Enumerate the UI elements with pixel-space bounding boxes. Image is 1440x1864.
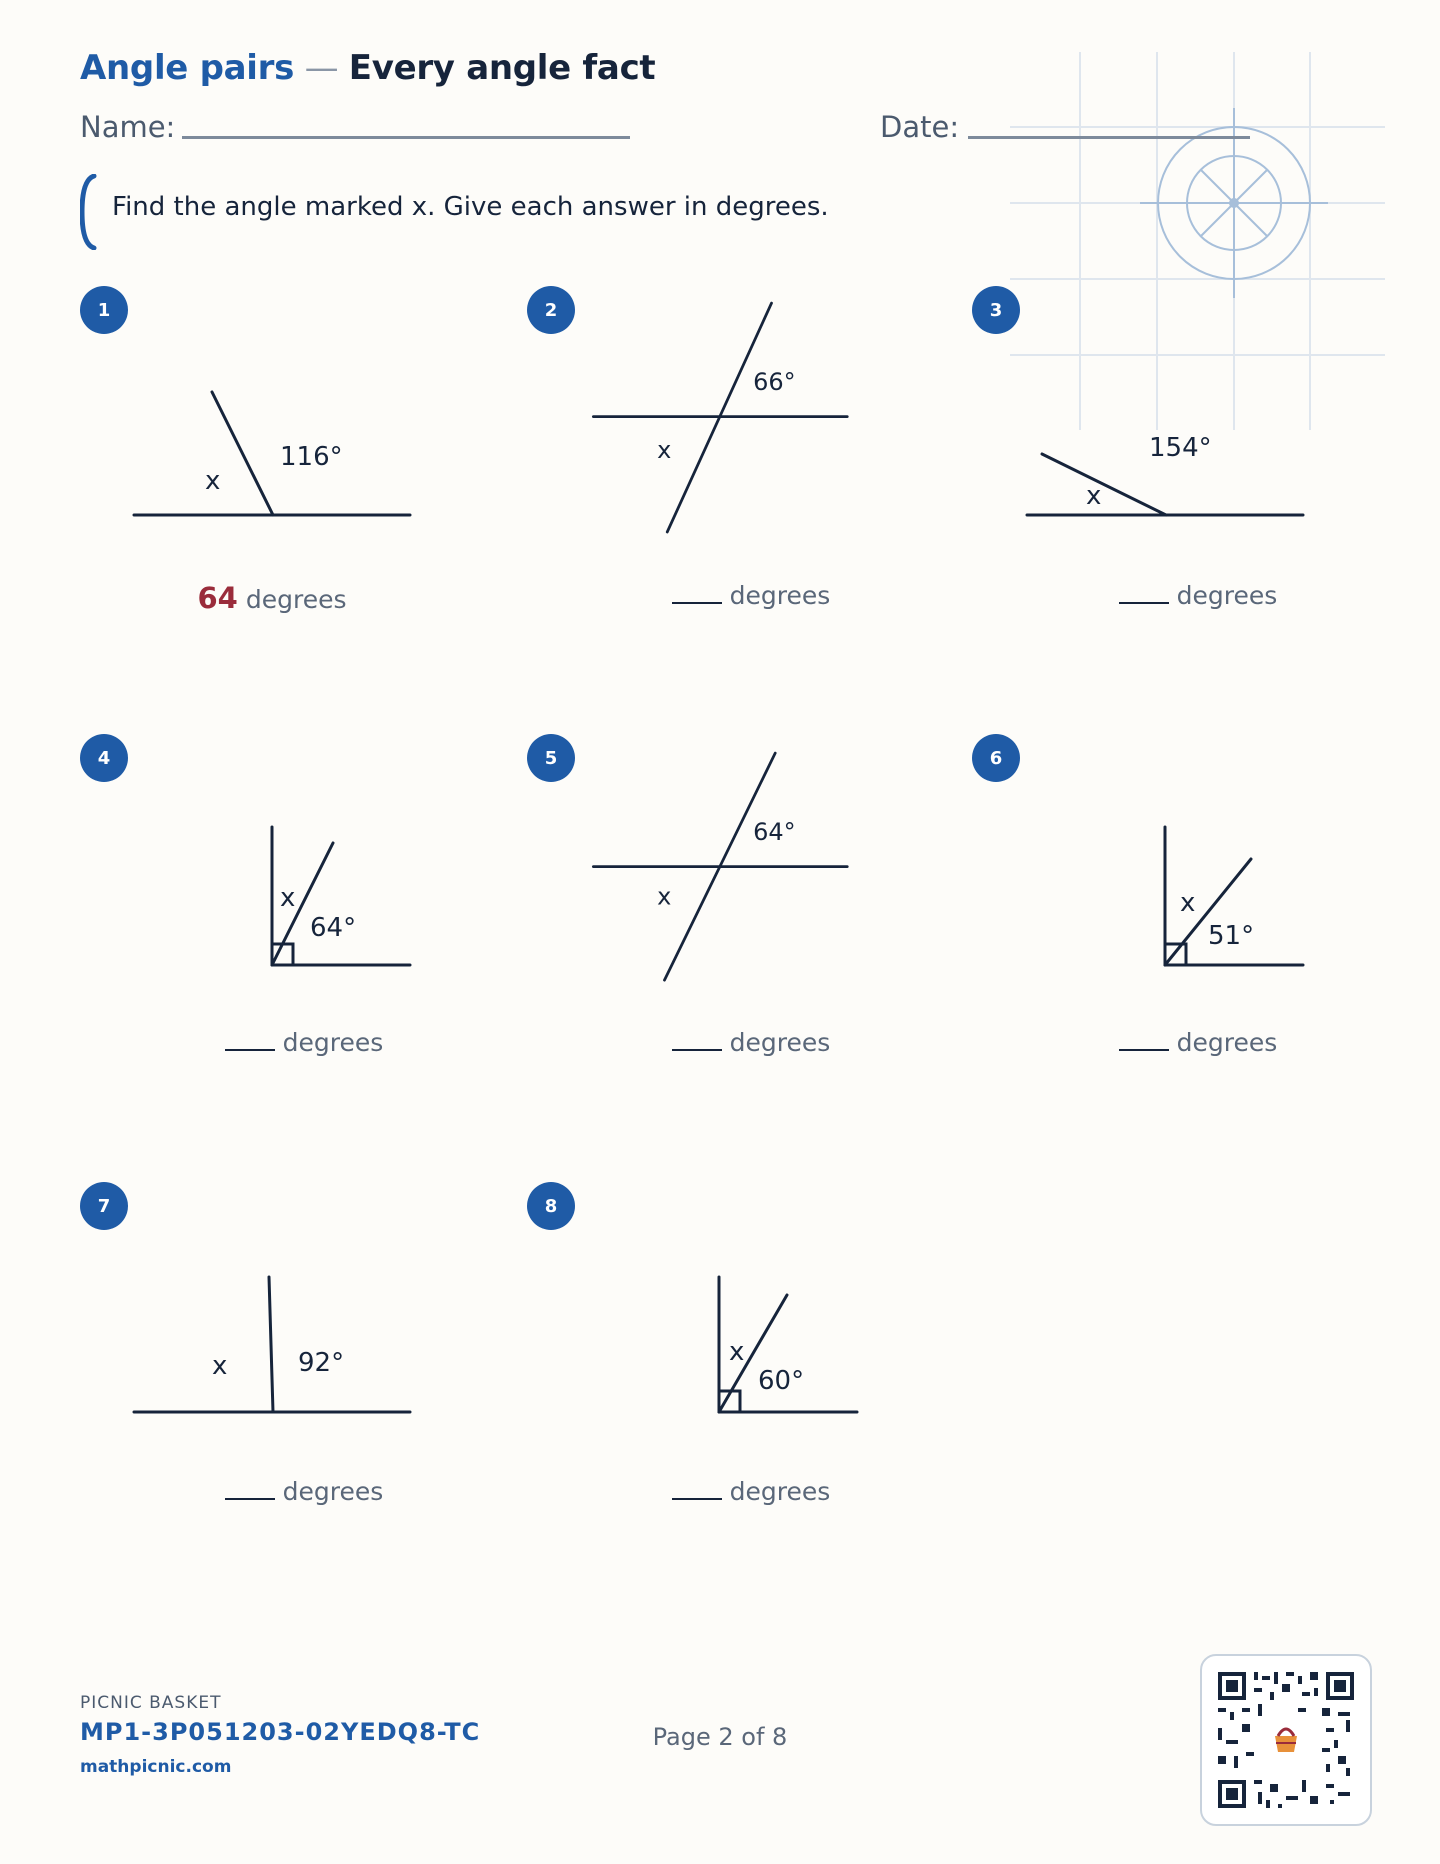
problem-8-unit: degrees bbox=[729, 1477, 831, 1506]
problem-3-badge: 3 bbox=[972, 286, 1020, 334]
problem-1-ray bbox=[212, 392, 273, 515]
problem-4-answer bbox=[154, 1028, 454, 1057]
problem-5-figure bbox=[568, 742, 868, 982]
problem-2-unknown-label: x bbox=[657, 436, 672, 465]
problem-8-badge: 8 bbox=[527, 1182, 575, 1230]
problem-1-figure bbox=[122, 370, 422, 610]
problem-2-badge: 2 bbox=[527, 286, 575, 334]
problem-6-given-angle: 51° bbox=[1208, 921, 1255, 951]
problem-6-figure bbox=[1138, 815, 1438, 1055]
worksheet-title bbox=[80, 48, 655, 88]
qr-code-icon bbox=[1202, 1656, 1370, 1824]
instructions-text: Find the angle marked x. Give each answer in degrees. bbox=[112, 192, 829, 222]
problem-5-given-angle: 64° bbox=[753, 817, 796, 846]
title-subtitle: Every angle fact bbox=[348, 48, 656, 88]
problem-2-given-angle: 66° bbox=[753, 367, 796, 396]
problem-5-unknown-label: x bbox=[657, 882, 672, 911]
problem-1-badge: 1 bbox=[80, 286, 128, 334]
problem-7-badge: 7 bbox=[80, 1182, 128, 1230]
problem-8-answer bbox=[601, 1477, 901, 1506]
problem-7-answer bbox=[154, 1477, 454, 1506]
problem-8-figure bbox=[692, 1262, 992, 1502]
problem-1-given-angle: 116° bbox=[280, 442, 343, 472]
problem-8-unknown-label: x bbox=[729, 1337, 745, 1367]
problem-7-given-angle: 92° bbox=[298, 1348, 345, 1378]
page-number: Page 2 of 8 bbox=[652, 1723, 788, 1751]
problem-5-answer-blank[interactable] bbox=[672, 1049, 722, 1051]
problem-2-answer-blank[interactable] bbox=[672, 602, 722, 604]
problem-4-badge: 4 bbox=[80, 734, 128, 782]
date-label: Date: bbox=[880, 110, 960, 144]
problem-6-answer bbox=[1048, 1028, 1348, 1057]
problem-4-unit: degrees bbox=[282, 1028, 384, 1057]
problem-3-given-angle: 154° bbox=[1149, 433, 1212, 463]
problem-6-unit: degrees bbox=[1176, 1028, 1278, 1057]
problem-3-ray bbox=[1042, 454, 1166, 515]
problem-2-answer bbox=[601, 581, 901, 610]
problem-8-given-angle: 60° bbox=[758, 1366, 805, 1396]
problem-1-answer bbox=[122, 581, 422, 615]
worksheet-code: MP1-3P051203-02YEDQ8-TC bbox=[80, 1718, 481, 1746]
date-field[interactable] bbox=[968, 136, 1250, 139]
title-separator: — bbox=[294, 48, 349, 88]
qr-code[interactable] bbox=[1200, 1654, 1372, 1826]
problem-2-unit: degrees bbox=[729, 581, 831, 610]
footer-brand: PICNIC BASKET bbox=[80, 1693, 222, 1713]
problem-6-badge: 6 bbox=[972, 734, 1020, 782]
problem-4-figure bbox=[245, 815, 545, 1055]
problem-1-unit: degrees bbox=[245, 585, 347, 614]
problem-6-unknown-label: x bbox=[1180, 888, 1196, 918]
problem-1-answer-value: 64 bbox=[197, 581, 238, 615]
problem-3-unit: degrees bbox=[1176, 581, 1278, 610]
footer-site-link[interactable]: mathpicnic.com bbox=[80, 1757, 232, 1777]
problem-7-unknown-label: x bbox=[212, 1351, 228, 1381]
title-topic: Angle pairs bbox=[80, 48, 295, 88]
problem-3-figure bbox=[1015, 370, 1315, 610]
instruction-accent-bar bbox=[80, 174, 98, 250]
problem-5-unit: degrees bbox=[729, 1028, 831, 1057]
problem-5-answer bbox=[601, 1028, 901, 1057]
problem-4-unknown-label: x bbox=[280, 883, 296, 913]
problem-4-answer-blank[interactable] bbox=[225, 1049, 275, 1051]
problem-8-answer-blank[interactable] bbox=[672, 1498, 722, 1500]
problem-7-ray bbox=[269, 1277, 273, 1412]
problem-1-unknown-label: x bbox=[205, 466, 221, 496]
problem-3-unknown-label: x bbox=[1086, 481, 1102, 511]
name-label: Name: bbox=[80, 110, 176, 144]
problem-7-figure bbox=[122, 1262, 422, 1502]
problem-3-answer-blank[interactable] bbox=[1119, 602, 1169, 604]
problem-2-figure bbox=[568, 292, 868, 532]
problem-4-given-angle: 64° bbox=[310, 913, 357, 943]
problem-3-answer bbox=[1048, 581, 1348, 610]
problem-6-answer-blank[interactable] bbox=[1119, 1049, 1169, 1051]
problem-5-badge: 5 bbox=[527, 734, 575, 782]
name-field[interactable] bbox=[182, 136, 630, 139]
problem-7-unit: degrees bbox=[282, 1477, 384, 1506]
problem-7-answer-blank[interactable] bbox=[225, 1498, 275, 1500]
